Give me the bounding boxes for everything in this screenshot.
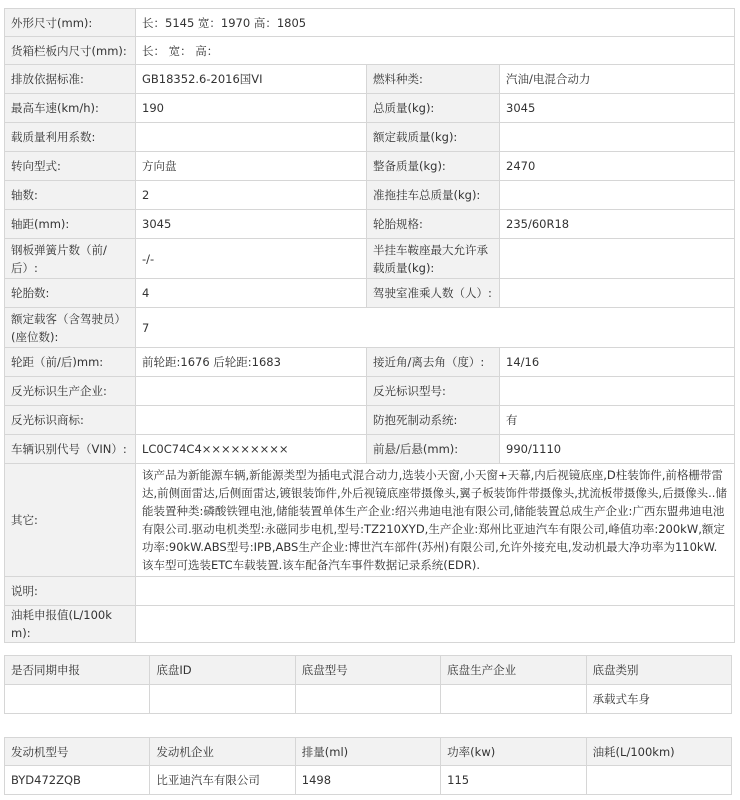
wheelbase-label: 轴距(mm): [5,210,136,239]
emission-std-value: GB18352.6-2016国VI [136,65,367,94]
reflective-model-label: 反光标识型号: [367,377,500,406]
trailer-mass-value [500,181,735,210]
max-speed-label: 最高车速(km/h): [5,94,136,123]
vin-value: LC0C74C4××××××××× [136,435,367,464]
chassis-header-cell: 底盘型号 [295,656,440,685]
chassis-cell [5,685,150,714]
fuel-consumption-value [136,606,735,643]
semi-trailer-label: 半挂车鞍座最大允许承载质量(kg): [367,239,500,279]
other-value: 该产品为新能源车辆,新能源类型为插电式混合动力,选装小天窗,小天窗+天幕,内后视镜底座,D柱装饰件,前格栅带雷达,前侧面雷达,后侧面雷达,镀银装饰件,外后视镜底座带摄像头,翼子板装饰件带摄像头,扰流板带摄像头,后摄像头..储能装置种类:磷酸铁锂电池,储能装置单体生产企业:绍兴弗迪电池有限公司,储能装置总成生产企业:广西东盟弗迪电池有限公司.驱动电机类型:永磁同步电机,型号:TZ210XYD,生产企业:郑州比亚迪汽车有限公司,峰值功率:200kW,额定功率:90kW.ABS型号:IPB,ABS生产企业:博世汽车部件(苏州)有限公司,允许外接充电,发动机最大净功率为110kW.该车型可选装ETC车载装置.该车配备汽车事件数据记录系统(EDR). [136,464,735,577]
steering-value: 方向盘 [136,152,367,181]
track-value: 前轮距:1676 后轮距:1683 [136,348,367,377]
rated-load-value [500,123,735,152]
reflective-model-value [500,377,735,406]
engine-header-cell: 发动机企业 [150,738,295,766]
chassis-header-cell: 底盘类别 [586,656,731,685]
emission-std-label: 排放依据标准: [5,65,136,94]
max-speed-value: 190 [136,94,367,123]
fuel-consumption-label: 油耗申报值(L/100km): [5,606,136,643]
engine-cell: BYD472ZQB [5,766,150,795]
cab-passengers-value [500,279,735,308]
seats-label: 额定载客（含驾驶员）(座位数): [5,308,136,348]
tire-count-label: 轮胎数: [5,279,136,308]
reflective-brand-label: 反光标识商标: [5,406,136,435]
leaf-spring-label: 钢板弹簧片数（前/后）: [5,239,136,279]
vehicle-spec-table [4,8,735,643]
angles-label: 接近角/离去角（度）: [367,348,500,377]
engine-header-cell: 功率(kw) [441,738,586,766]
axles-value: 2 [136,181,367,210]
fuel-type-value: 汽油/电混合动力 [500,65,735,94]
reflective-brand-value [136,406,367,435]
dimensions-label: 外形尺寸(mm): [5,9,136,37]
angles-value: 14/16 [500,348,735,377]
chassis-cell: 承载式车身 [586,685,731,714]
chassis-cell [150,685,295,714]
rated-load-label: 额定载质量(kg): [367,123,500,152]
cab-passengers-label: 驾驶室准乘人数（人）: [367,279,500,308]
load-util-value [136,123,367,152]
engine-header-cell: 排量(ml) [295,738,440,766]
leaf-spring-value: -/- [136,239,367,279]
wheelbase-value: 3045 [136,210,367,239]
reflective-maker-label: 反光标识生产企业: [5,377,136,406]
chassis-header-cell: 底盘生产企业 [441,656,586,685]
engine-table [4,737,732,795]
engine-cell [586,766,731,795]
curb-mass-value: 2470 [500,152,735,181]
tire-spec-label: 轮胎规格: [367,210,500,239]
semi-trailer-value [500,239,735,279]
vin-label: 车辆识别代号（VIN）: [5,435,136,464]
abs-label: 防抱死制动系统: [367,406,500,435]
steering-label: 转向型式: [5,152,136,181]
chassis-header-cell: 是否同期申报 [5,656,150,685]
engine-header-cell: 油耗(L/100km) [586,738,731,766]
overhang-value: 990/1110 [500,435,735,464]
chassis-cell [441,685,586,714]
other-label: 其它: [5,464,136,577]
curb-mass-label: 整备质量(kg): [367,152,500,181]
fuel-type-label: 燃料种类: [367,65,500,94]
tire-spec-value: 235/60R18 [500,210,735,239]
total-mass-value: 3045 [500,94,735,123]
cargo-box-value: 长： 宽： 高： [136,37,735,65]
chassis-header-cell: 底盘ID [150,656,295,685]
notes-label: 说明: [5,577,136,606]
load-util-label: 载质量利用系数: [5,123,136,152]
reflective-maker-value [136,377,367,406]
total-mass-label: 总质量(kg): [367,94,500,123]
overhang-label: 前悬/后悬(mm): [367,435,500,464]
engine-cell: 1498 [295,766,440,795]
engine-cell: 115 [441,766,586,795]
chassis-cell [295,685,440,714]
abs-value: 有 [500,406,735,435]
engine-header-cell: 发动机型号 [5,738,150,766]
seats-value: 7 [136,308,735,348]
chassis-table [4,655,732,714]
tire-count-value: 4 [136,279,367,308]
dimensions-value: 长：5145 宽：1970 高：1805 [136,9,735,37]
trailer-mass-label: 准拖挂车总质量(kg): [367,181,500,210]
notes-value [136,577,735,606]
track-label: 轮距（前/后)mm: [5,348,136,377]
engine-cell: 比亚迪汽车有限公司 [150,766,295,795]
axles-label: 轴数: [5,181,136,210]
cargo-box-label: 货箱栏板内尺寸(mm): [5,37,136,65]
